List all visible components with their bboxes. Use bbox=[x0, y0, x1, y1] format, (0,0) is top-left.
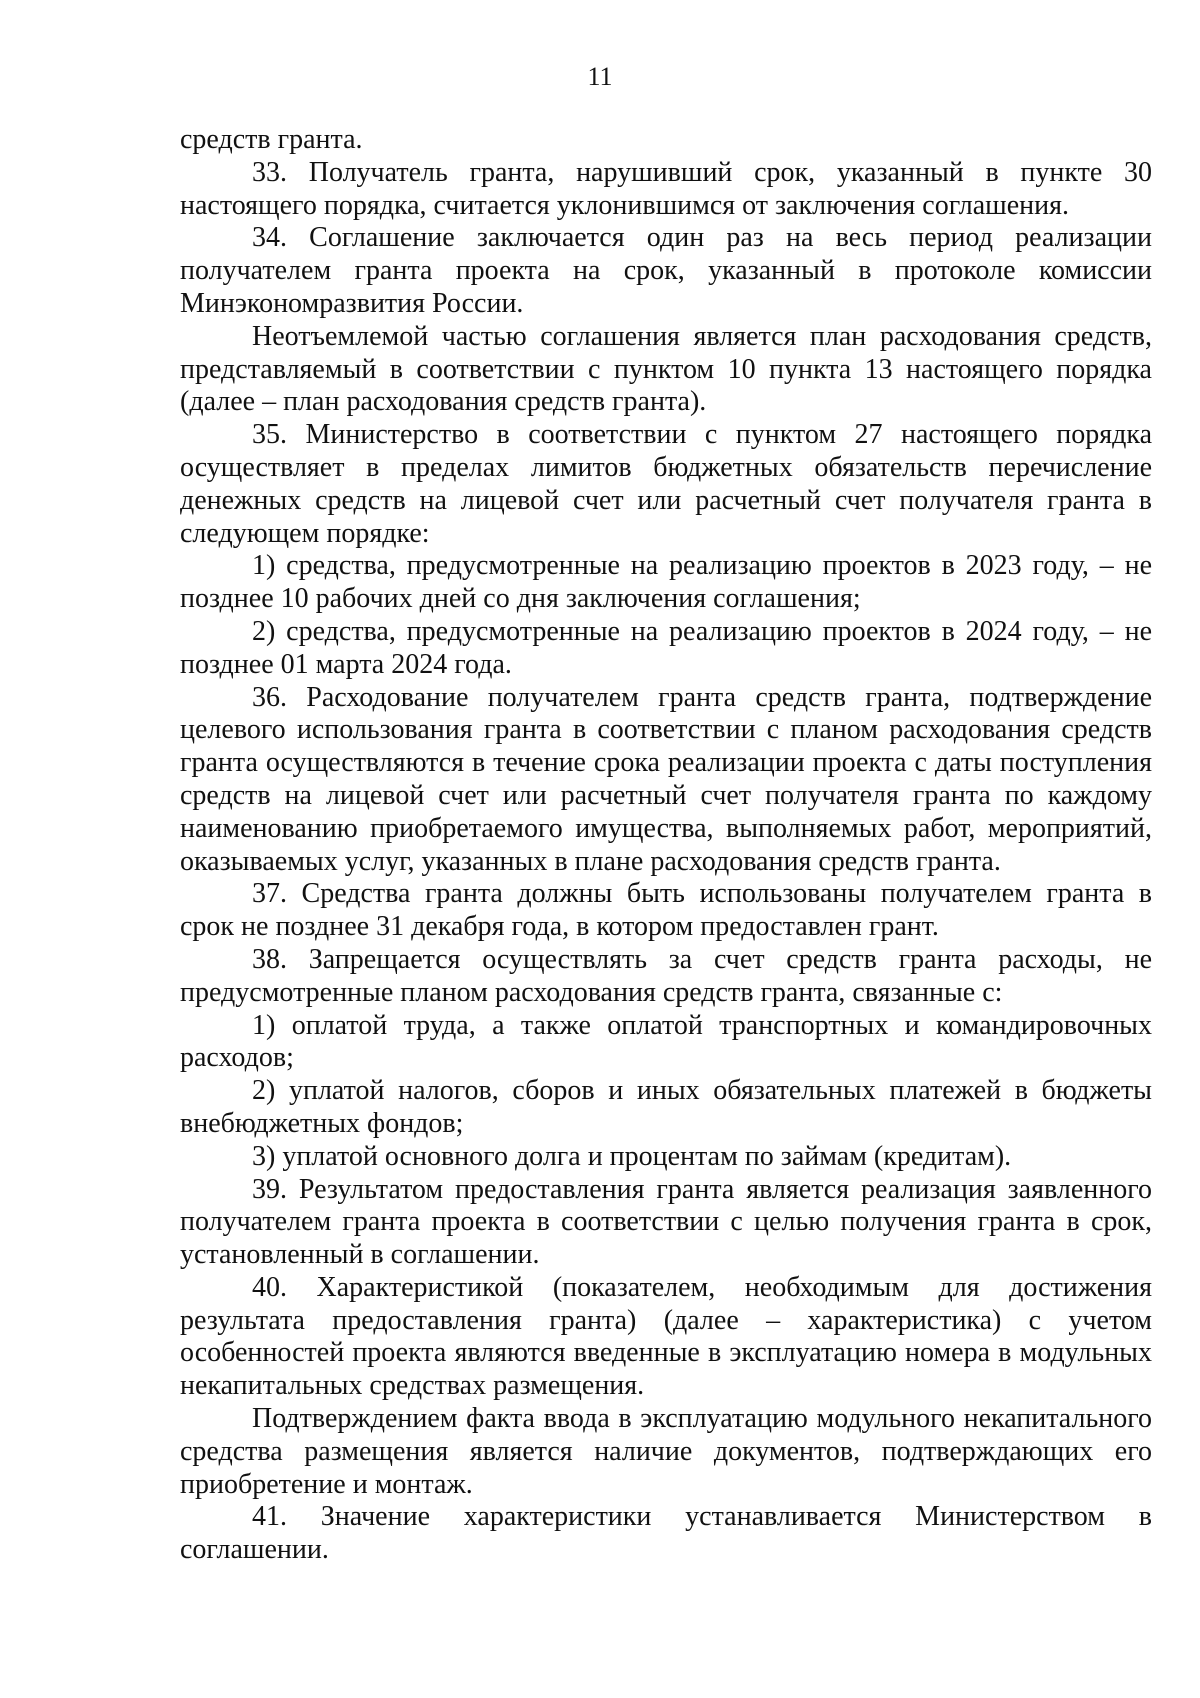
paragraph-40-addendum: Подтверждением факта ввода в эксплуатацию модульного некапитального средства размещения является наличие документов, подтверждающих его приобретение и монтаж. bbox=[180, 1403, 1152, 1500]
paragraph-35-item-2: 2) средства, предусмотренные на реализацию проектов в 2024 году, – не позднее 01 марта 2024 года. bbox=[180, 615, 1152, 680]
paragraph-continuation: средств гранта. bbox=[180, 124, 363, 155]
page-number: 11 bbox=[587, 62, 613, 91]
paragraph-41: 41. Значение характеристики устанавливается Министерством в соглашении. bbox=[180, 1501, 1152, 1566]
paragraph-34-addendum: Неотъемлемой частью соглашения является план расходования средств, представляемый в соответствии с пунктом 10 пункта 13 настоящего порядка (далее – план расходования средств гранта). bbox=[180, 320, 1152, 418]
paragraph-38-item-1: 1) оплатой труда, а также оплатой транспортных и командировочных расходов; bbox=[180, 1009, 1152, 1074]
paragraph-38-item-2: 2) уплатой налогов, сборов и иных обязательных платежей в бюджеты внебюджетных фондов; bbox=[180, 1075, 1152, 1139]
paragraph-40: 40. Характеристикой (показателем, необходимым для достижения результата предоставления гранта) (далее – характеристика) с учетом особенностей проекта являются введенные в эксплуатацию номера в модульных некапитальных средствах размещения. bbox=[180, 1271, 1152, 1402]
document-body bbox=[180, 124, 1152, 1567]
paragraph-35: 35. Министерство в соответствии с пунктом 27 настоящего порядка осуществляет в пределах лимитов бюджетных обязательств перечисление денежных средств на лицевой счет или расчетный счет получателя гранта в следующем порядке: bbox=[180, 419, 1152, 549]
paragraph-38: 38. Запрещается осуществлять за счет средств гранта расходы, не предусмотренные планом расходования средств гранта, связанные с: bbox=[180, 943, 1152, 1008]
paragraph-33: 33. Получатель гранта, нарушивший срок, указанный в пункте 30 настоящего порядка, считается уклонившимся от заключения соглашения. bbox=[180, 156, 1152, 221]
paragraph-38-item-3: 3) уплатой основного долга и процентам по займам (кредитам). bbox=[252, 1140, 1012, 1172]
paragraph-35-item-1: 1) средства, предусмотренные на реализацию проектов в 2023 году, – не позднее 10 рабочих дней со дня заключения соглашения; bbox=[180, 550, 1152, 615]
paragraph-36: 36. Расходование получателем гранта средств гранта, подтверждение целевого использования гранта в соответствии с планом расходования средств гранта осуществляются в течение срока реализации проекта с даты поступления средств на лицевой счет или расчетный счет получателя гранта по каждому наименованию приобретаемого имущества, выполняемых работ, мероприятий, оказываемых услуг, указанных в плане расходования средств гранта. bbox=[180, 681, 1152, 877]
paragraph-37: 37. Средства гранта должны быть использованы получателем гранта в срок не позднее 31 декабря года, в котором предоставлен грант. bbox=[180, 878, 1152, 943]
paragraph-34: 34. Соглашение заключается один раз на весь период реализации получателем гранта проекта на срок, указанный в протоколе комиссии Минэкономразвития России. bbox=[180, 222, 1152, 319]
paragraph-39: 39. Результатом предоставления гранта является реализация заявленного получателем гранта проекта в соответствии с целью получения гранта в срок, установленный в соглашении. bbox=[180, 1173, 1152, 1271]
